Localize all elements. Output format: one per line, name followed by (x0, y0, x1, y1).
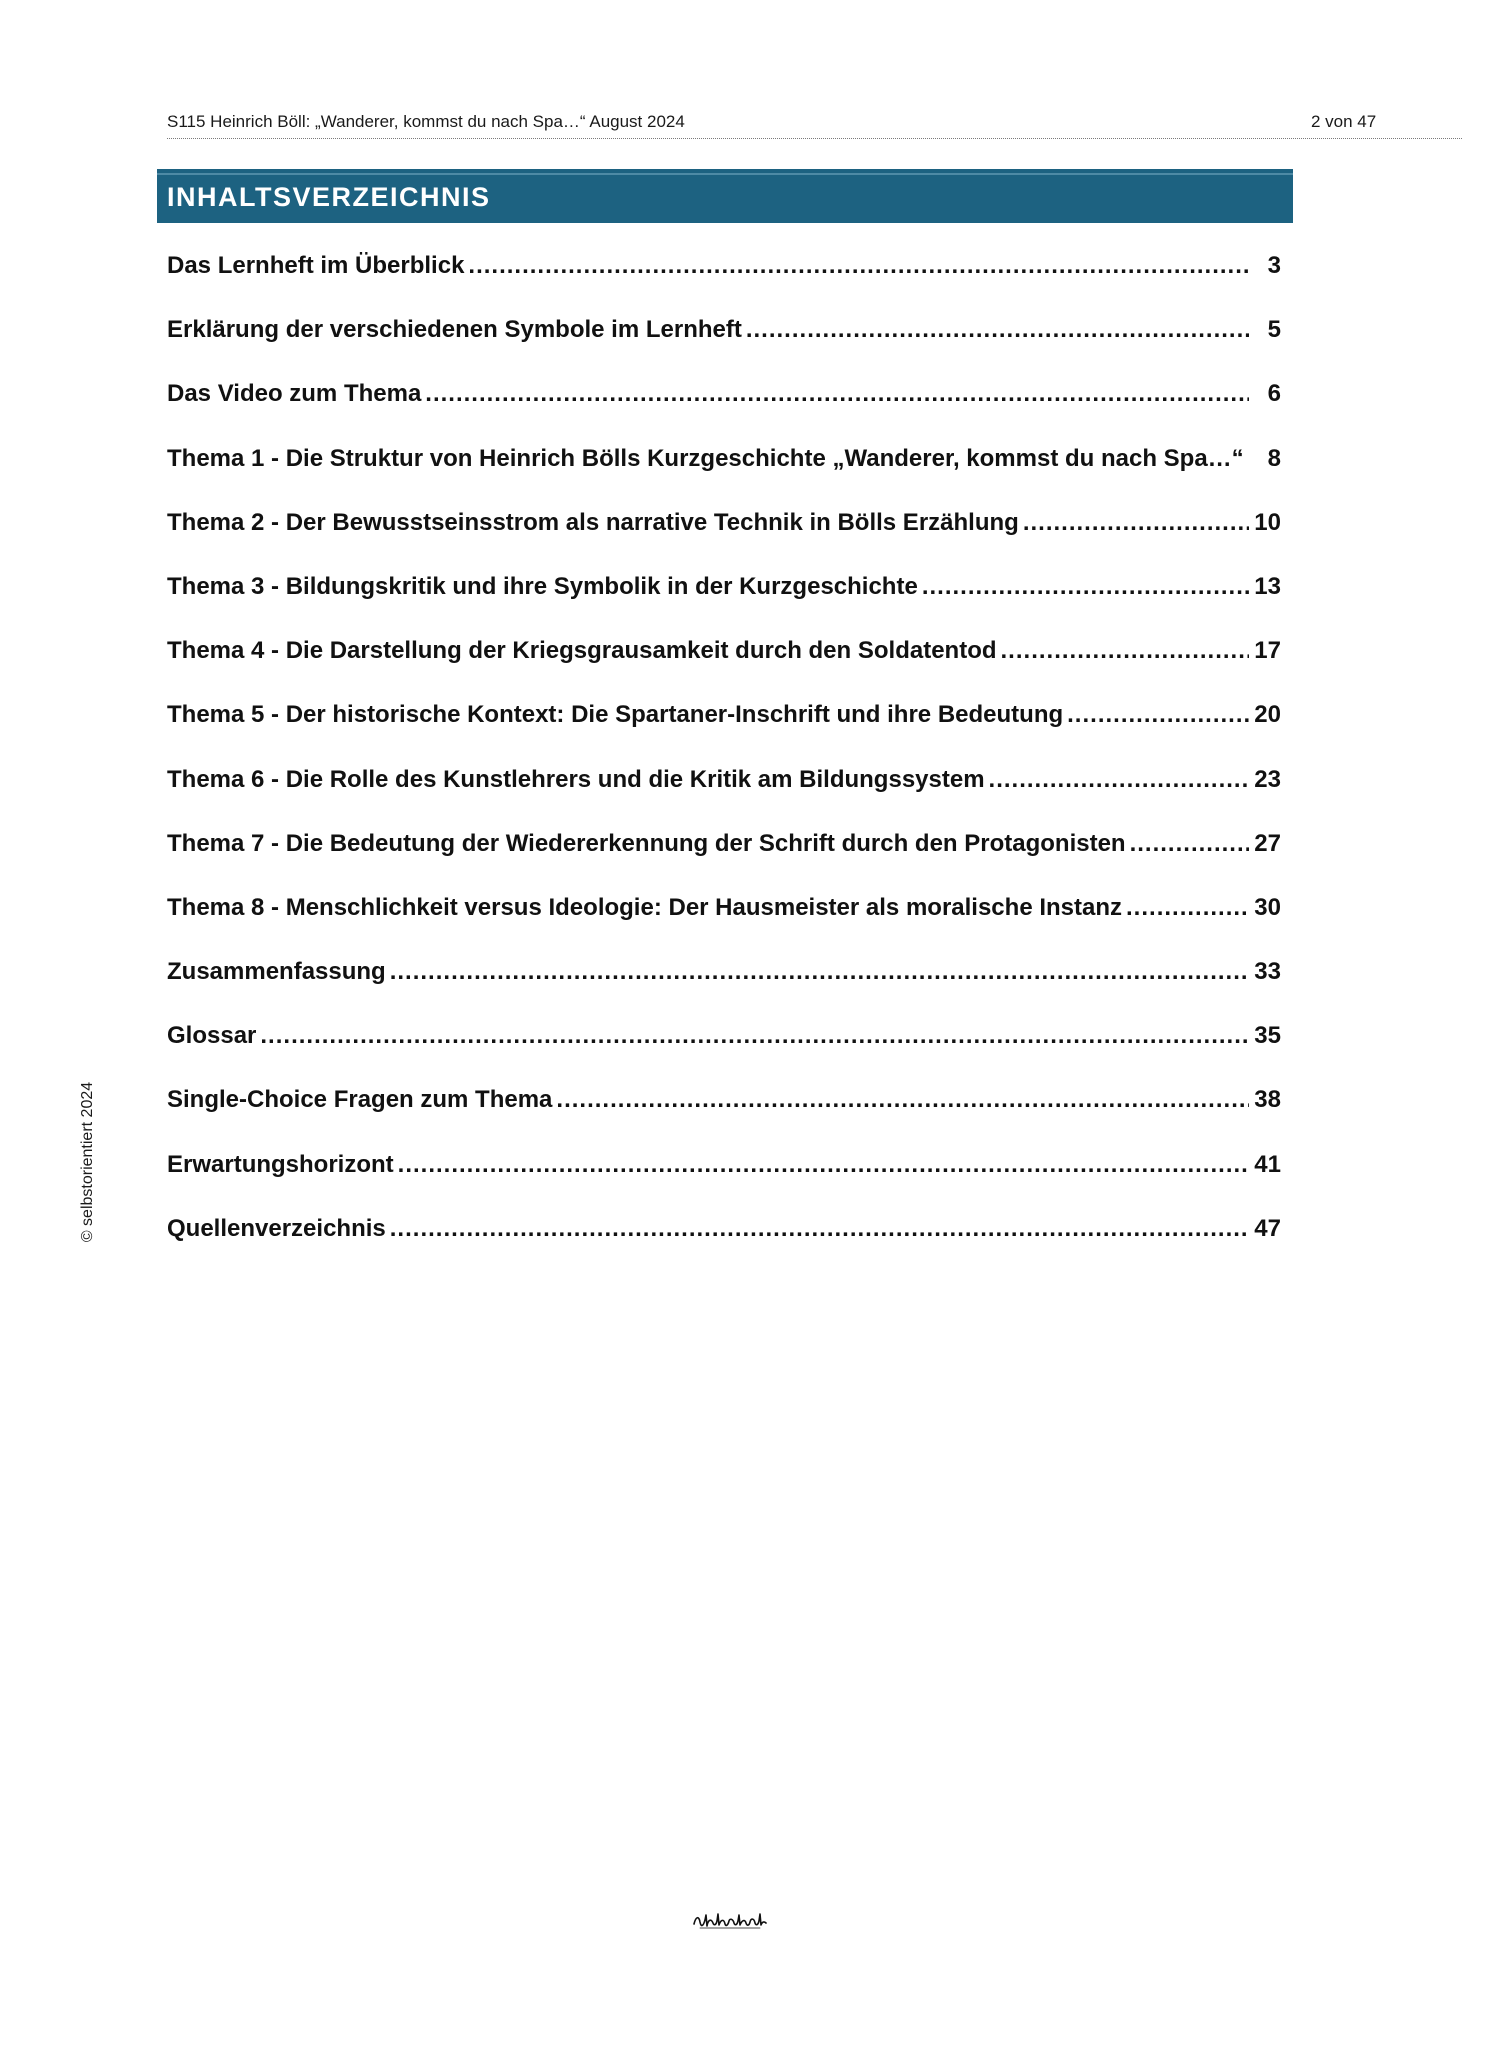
document-title: S115 Heinrich Böll: „Wanderer, kommst du nach Spa…“ August 2024 (167, 112, 685, 131)
toc-entry-page: 47 (1254, 1214, 1281, 1242)
table-of-contents (167, 252, 1281, 1279)
toc-entry[interactable] (167, 445, 1281, 509)
toc-entry-title: Das Video zum Thema (167, 380, 422, 408)
toc-entry[interactable] (167, 1022, 1281, 1086)
selbstorientiert-logo (690, 1906, 770, 1934)
toc-entry-title: Thema 4 - Die Darstellung der Kriegsgrausamkeit durch den Soldatentod (167, 637, 997, 665)
toc-dot-leader (746, 316, 1249, 344)
toc-entry-page: 30 (1254, 893, 1281, 921)
toc-entry-title: Thema 2 - Der Bewusstseinsstrom als narrative Technik in Bölls Erzählung (167, 508, 1019, 536)
toc-heading: INHALTSVERZEICHNIS (167, 182, 491, 212)
toc-entry-page: 41 (1254, 1150, 1281, 1178)
toc-dot-leader (390, 1215, 1249, 1243)
toc-entry[interactable] (167, 894, 1281, 958)
toc-entry-title: Erklärung der verschiedenen Symbole im Lernheft (167, 316, 742, 344)
toc-entry[interactable] (167, 1215, 1281, 1279)
toc-entry[interactable] (167, 766, 1281, 830)
toc-dot-leader (468, 252, 1249, 280)
toc-entry-page: 8 (1267, 444, 1281, 472)
toc-entry-title: Single-Choice Fragen zum Thema (167, 1086, 553, 1114)
toc-dot-leader (1126, 894, 1249, 922)
page-header (167, 110, 1462, 139)
toc-entry-page: 27 (1254, 829, 1281, 857)
toc-entry[interactable] (167, 830, 1281, 894)
toc-dot-leader (260, 1022, 1249, 1050)
toc-entry-title: Thema 3 - Bildungskritik und ihre Symbolik in der Kurzgeschichte (167, 572, 918, 600)
copyright-note: © selbstorientiert 2024 (79, 1081, 96, 1243)
toc-entry-page: 20 (1254, 701, 1281, 729)
toc-entry[interactable] (167, 1086, 1281, 1150)
toc-dot-leader (989, 766, 1249, 794)
toc-entry-title: Glossar (167, 1022, 257, 1050)
toc-entry-page: 5 (1267, 316, 1281, 344)
toc-dot-leader (1067, 701, 1249, 729)
toc-entry[interactable] (167, 573, 1281, 637)
toc-entry-page: 23 (1254, 765, 1281, 793)
toc-entry-title: Das Lernheft im Überblick (167, 252, 465, 279)
toc-dot-leader (1023, 509, 1249, 537)
toc-entry[interactable] (167, 316, 1281, 380)
toc-entry-page: 3 (1267, 252, 1281, 279)
toc-entry[interactable] (167, 509, 1281, 573)
toc-entry-title: Erwartungshorizont (167, 1150, 394, 1178)
toc-entry-title: Quellenverzeichnis (167, 1214, 386, 1242)
toc-entry-page: 10 (1254, 508, 1281, 536)
toc-entry[interactable] (167, 252, 1281, 316)
toc-entry-title: Thema 6 - Die Rolle des Kunstlehrers und die Kritik am Bildungssystem (167, 765, 985, 793)
toc-dot-leader (398, 1151, 1249, 1179)
page-indicator: 2 von 47 (1311, 112, 1377, 131)
toc-dot-leader (425, 380, 1249, 408)
toc-entry[interactable] (167, 380, 1281, 444)
toc-dot-leader (1001, 637, 1249, 665)
toc-entry-title: Thema 1 - Die Struktur von Heinrich Bölls Kurzgeschichte „Wanderer, kommst du nach Spa…“ (167, 444, 1244, 472)
toc-entry[interactable] (167, 1151, 1281, 1215)
toc-dot-leader (556, 1086, 1249, 1114)
toc-entry-page: 38 (1254, 1086, 1281, 1114)
toc-dot-leader (1130, 830, 1249, 858)
toc-dot-leader (390, 958, 1249, 986)
toc-entry-page: 35 (1254, 1022, 1281, 1050)
toc-entry-title: Thema 8 - Menschlichkeit versus Ideologie: Der Hausmeister als moralische Instanz (167, 893, 1123, 921)
toc-entry[interactable] (167, 701, 1281, 765)
toc-heading-bar (157, 169, 1293, 223)
toc-entry-page: 13 (1254, 572, 1281, 600)
toc-entry[interactable] (167, 637, 1281, 701)
toc-dot-leader (1248, 445, 1249, 473)
toc-entry-page: 33 (1254, 958, 1281, 986)
toc-entry-title: Thema 7 - Die Bedeutung der Wiedererkennung der Schrift durch den Protagonisten (167, 829, 1126, 857)
toc-dot-leader (922, 573, 1249, 601)
toc-entry-page: 17 (1254, 637, 1281, 665)
toc-entry-title: Zusammenfassung (167, 958, 386, 986)
toc-entry-title: Thema 5 - Der historische Kontext: Die Spartaner-Inschrift und ihre Bedeutung (167, 701, 1064, 729)
toc-entry-page: 6 (1267, 380, 1281, 408)
toc-entry[interactable] (167, 958, 1281, 1022)
